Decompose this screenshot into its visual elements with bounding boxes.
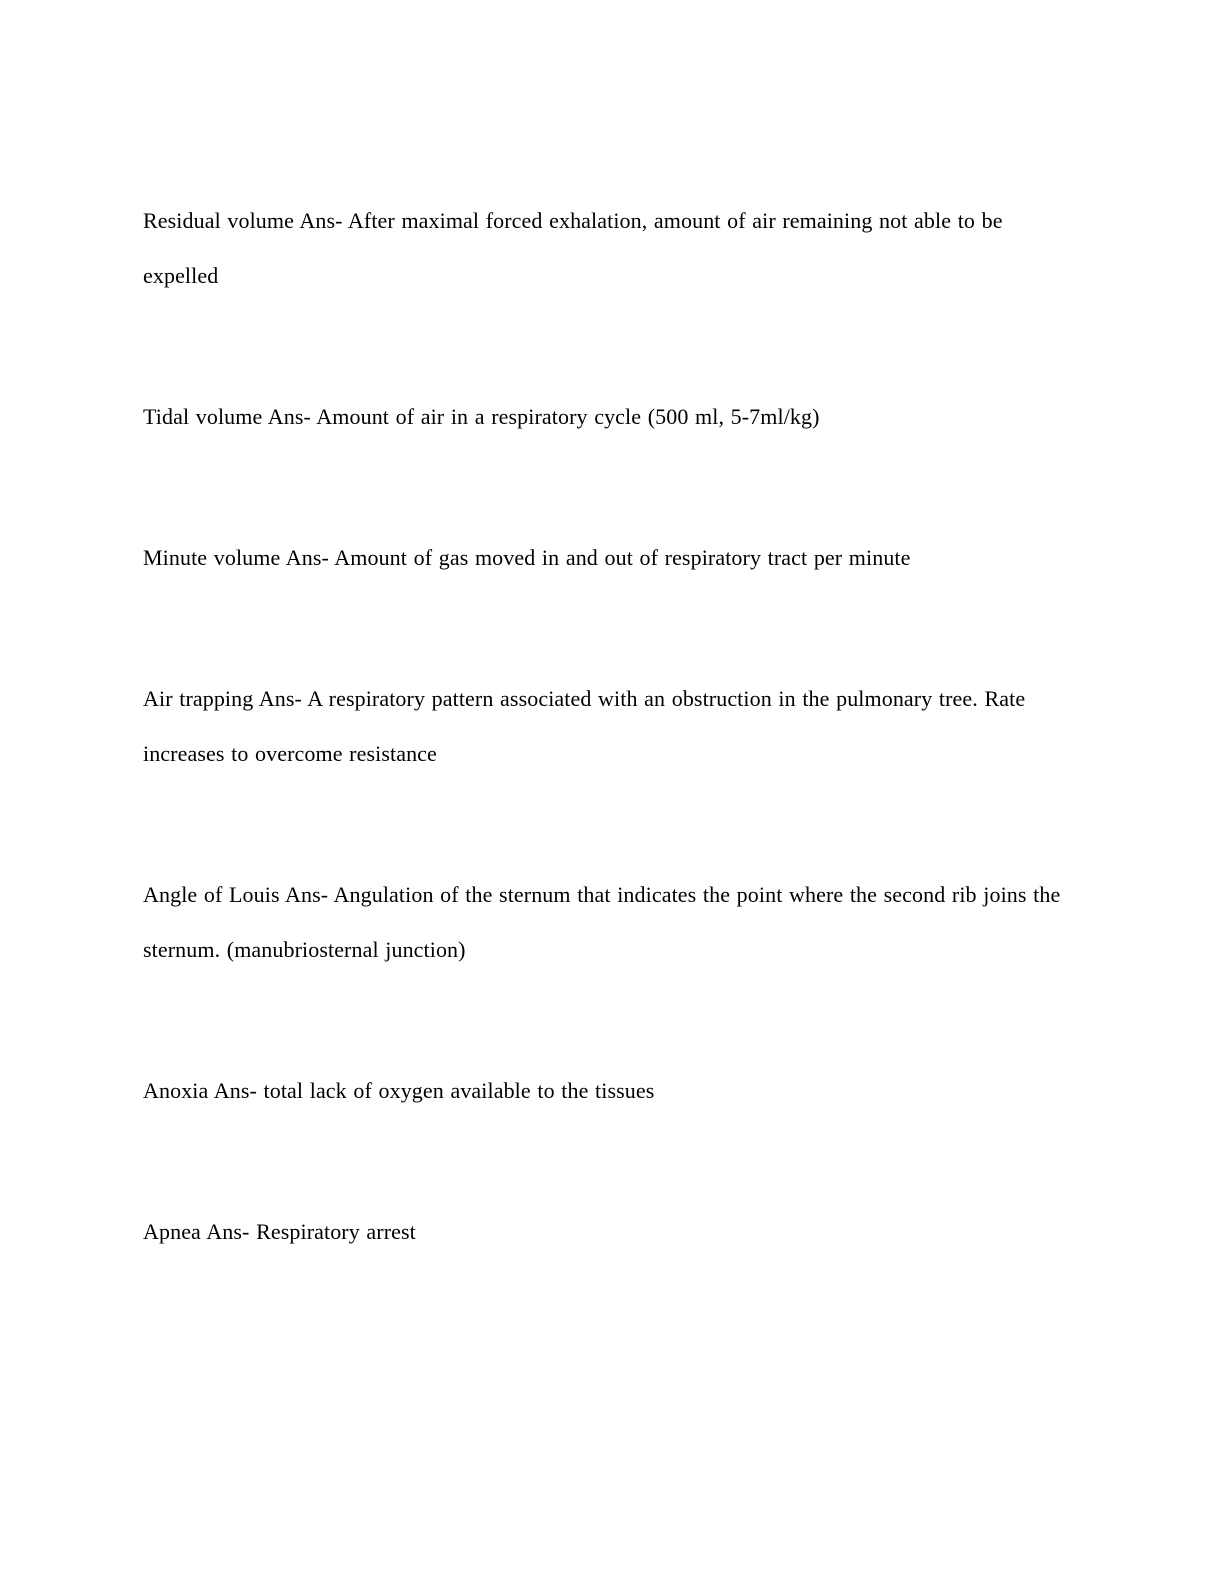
definition-paragraph-air-trapping: Air trapping Ans- A respiratory pattern associated with an obstruction in the pulmonary tree. Rate increases to overcome resistance [143,686,1026,766]
definition-paragraph-angle-of-louis: Angle of Louis Ans- Angulation of the sternum that indicates the point where the second rib joins the sternum. (manubriosternal junction) [143,882,1061,962]
definition-paragraph-tidal-volume: Tidal volume Ans- Amount of air in a respiratory cycle (500 ml, 5-7ml/kg) [143,404,820,429]
definition-paragraph-apnea: Apnea Ans- Respiratory arrest [143,1219,416,1244]
definition-paragraph-residual-volume: Residual volume Ans- After maximal forced exhalation, amount of air remaining not able to be expelled [143,208,1003,288]
definition-paragraph-minute-volume: Minute volume Ans- Amount of gas moved in and out of respiratory tract per minute [143,545,911,570]
definition-paragraph-anoxia: Anoxia Ans- total lack of oxygen available to the tissues [143,1078,655,1103]
